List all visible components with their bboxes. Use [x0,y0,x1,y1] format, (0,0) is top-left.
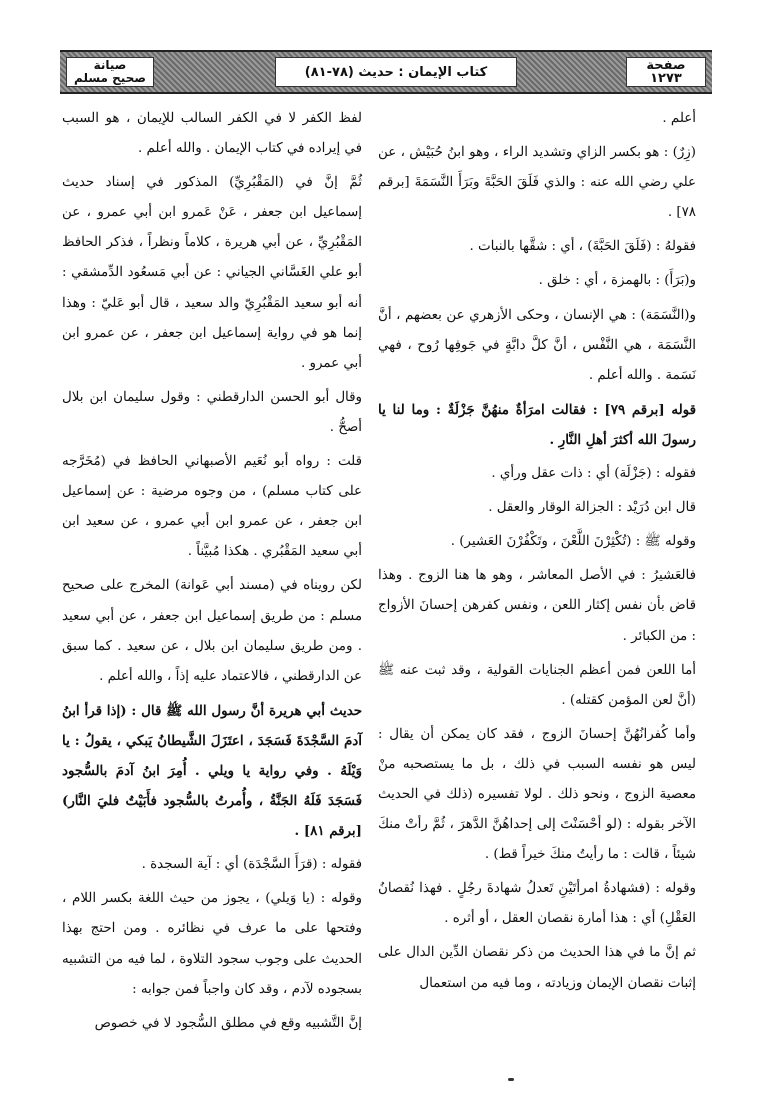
hadith-paragraph: حديث أبي هريرة أنَّ رسول الله ﷺ قال : (إذا قرأ ابنُ آدمَ السَّجْدَةَ فَسَجَدَ ، اعتَزَلَ الشَّيطانُ يَبكي ، يقولُ : يا وَيْلَهُ . وفي رواية يا ويلي . أُمِرَ ابنُ آدمَ بالسُّجود فَسَجَدَ فَلَهُ الجَنَّةُ ، وأُمرتُ بالسُّجود فأَبَيْتُ فليَ النَّار) [برقم ٨١] . [62,702,362,840]
paragraph: وقوله : (فشهادةُ امرأتَيْنِ تَعدلُ شهادةَ رجُلٍ . فهذا نُقصانُ العَقْلِ) أي : هذا أمارة نقصان العقل ، أو أثره . [378,881,696,927]
paragraph: إنَّ التَّشبيه وقع في مطلق السُّجود لا في خصوص [94,1015,362,1031]
running-title-box [275,57,517,87]
page-speck [508,1078,514,1081]
paragraph: لكن رويناه في (مسند أبي عَوانة) المخرج على صحيح مسلم : من طريق إسماعيل ابن جعفر ، عن أبي سعيد . ومن طريق سليمان ابن بلال ، عن سعيد . كما سبق عن الدارقطني ، فالاعتماد عليه إذاً ، والله أعلم . [62,578,362,684]
paragraph: فالعَشيرُ : في الأصل المعاشر ، وهو ها هنا الزوج . وهذا قاض بأن نفس إكثار اللعن ، ونفس كفرهن إحسانَ الأزواج : من الكبائر . [378,568,696,644]
page-label: صفحة [646,58,686,73]
paragraph: فقوله : (قرَأَ السَّجْدَة) أي : آية السجدة . [141,857,362,873]
paragraph: أعلم . [662,111,696,126]
paragraph: وقوله : (يا وَيلي) ، يجوز من حيث اللغة بكسر اللام ، وفتحها على ما عرف في نظائره . ومن احتج بهذا الحديث على وجوب سجود التلاوة ، لما فيه من التشبيه بسجوده لآدم ، وقد كان واجباً فمن جوابه : [62,891,362,997]
paragraph: قلت : رواه أبو نُعَيم الأصبهاني الحافظ في (مُخَرَّجه على كتاب مسلم) ، من وجوه مرضية : عن إسماعيل ابن جعفر ، عن عمرو ابن أبي عمرو ، عن سعيد ابن أبي سعيد المَقْبُري . هكذا مُبيَّناً . [62,454,362,560]
page-header [60,50,712,94]
page-number-box [626,57,706,87]
paragraph: وقوله ﷺ : (تُكْثِرْنَ اللَّعْنَ ، وتَكْفُرْنَ العَشير) . [450,534,696,550]
paragraph: و(النَّسَمَة) : هي الإنسان ، وحكى الأزهري عن بعضهم ، أنَّ النَّسَمَة ، هي النَّفْس ، أنَّ كلَّ دابَّةٍ في جَوفِها رُوح ، فهي نَسَمة . والله أعلم . [378,307,696,383]
paragraph: قوله [برقم ٧٩] : فقالت امرَأةٌ منهُنَّ جَزْلَةٌ : وما لنا يا رسولَ الله أكثرَ أهلِ النَّارِ . [378,401,696,448]
series-label-line2: صحيح مسلم [74,71,146,85]
paragraph: ثُمَّ إنَّ في (المَقْبُرِيِّ) المذكور في إسناد حديث إسماعيل ابن جعفر ، عَنْ عَمرو ابن أبي عمرو ، عن المَقْبُرِيِّ ، عن أبي هريرة ، كلاماً ونظراً ، فذكر الحافظ أبو علي الغَسَّاني الجياني : عن أبي مَسعُود الدِّمشقي : أنه أبو سعيد المَقْبُرِيّ والد سعيد ، قال أبو عَليّ : وهذا إنما هو في رواية إسماعيل ابن جعفر ، عن عمرو ابن أبي عمرو . [62,175,362,371]
paragraph: (زِرٌ) : هو بكسر الزاي وتشديد الراء ، وهو ابنُ حُبَيْش ، عن علي رضي الله عنه : والذي فَلَقَ الحَبَّةَ وبَرَأَ النَّسَمَةَ [برقم ٧٨] . [378,145,696,221]
paragraph: لفظ الكفر لا في الكفر السالب للإيمان ، هو السبب في إيراده في كتاب الإيمان . والله أعلم . [62,111,362,157]
paragraph: وأما كُفرانُهُنَّ إحسانَ الزوج ، فقد كان يمكن أن يقال : ليس هو نفسه السبب في ذلك ، بل ما يستصحبه منْ معصية الزوج ، ونحو ذلك . لولا تفسيره (ذلك في الحديث الآخر بقوله : (لو أحْسَنْتَ إلى إحداهُنَّ الدَّهرَ ، ثُمَّ رأتْ منكَ شيئاً ، قالت : ما رأيتُ منكَ خيراً قط) . [378,726,696,863]
running-title: كتاب الإيمان : حديث (٧٨-٨١) [304,64,488,80]
paragraph: قال ابن دُرَيْد : الجزالة الوقار والعقل . [488,500,696,516]
paragraph: فقولهُ : (فَلَقَ الحَبَّةَ) ، أي : شقَّها بالنبات . [469,239,696,255]
page-number: ١٢٧٣ [650,71,682,86]
left-text-column [62,104,362,1043]
right-text-column [378,104,696,1003]
series-label-line1: صيانة [93,58,127,72]
paragraph: أما اللعن فمن أعظم الجنايات القولية ، وقد ثبت عنه ﷺ (أنَّ لعن المؤمن كقتله) . [378,662,696,708]
paragraph: و(بَرَأَ) : بالهمزة ، أي : خلق . [538,273,696,289]
series-label-box [66,57,154,87]
paragraph: وقال أبو الحسن الدارقطني : وقول سليمان ابن بلال أصحُّ . [62,389,362,435]
paragraph: فقوله : (جَزْلَة) أي : ذات عقل ورأي . [491,466,696,482]
paragraph: ثم إنَّ ما في هذا الحديث من ذكر نقصان الدِّين الدال على إثبات نقصان الإيمان وزيادته ، وما فيه من استعمال [378,945,696,991]
